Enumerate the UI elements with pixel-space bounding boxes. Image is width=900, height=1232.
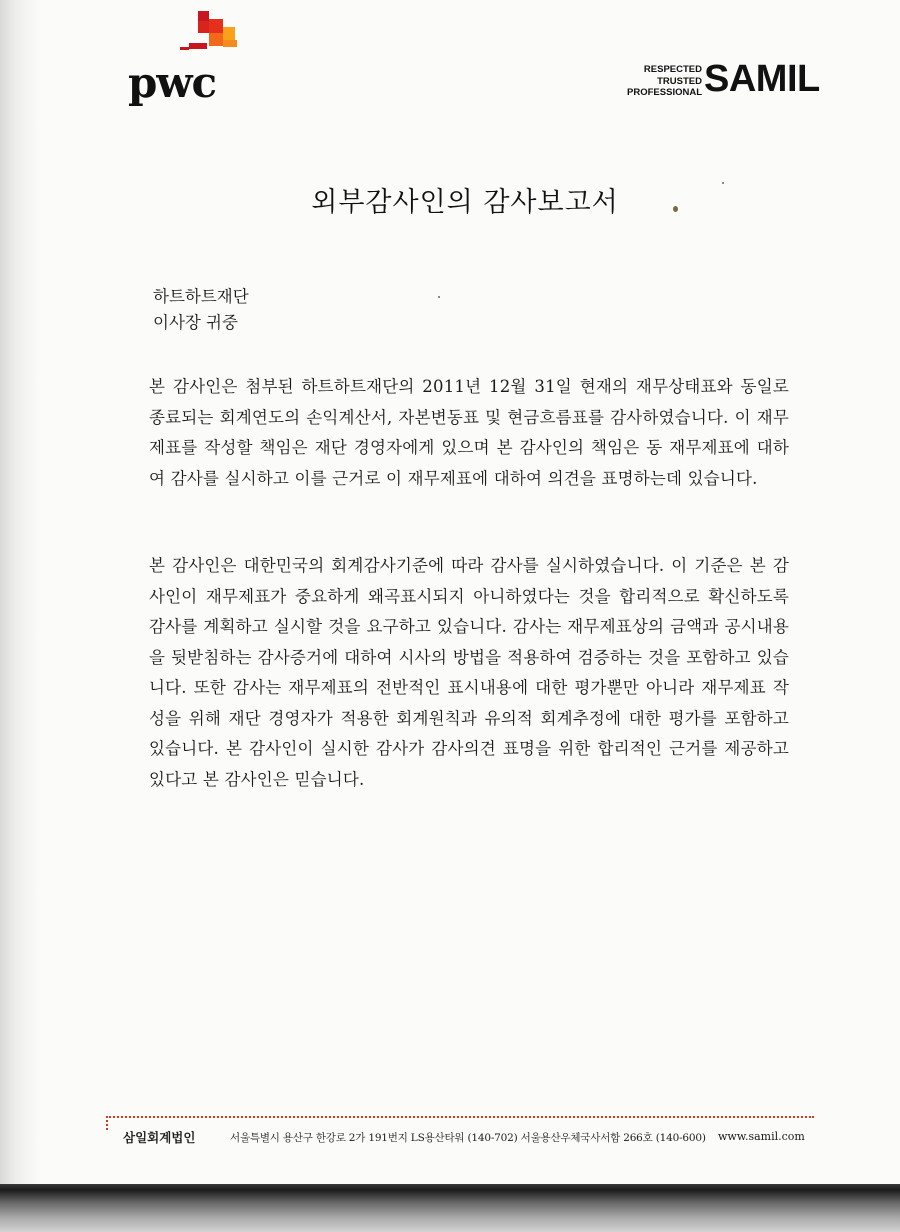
samil-tagline-line: RESPECTED [643,64,702,75]
report-title: 외부감사인의 감사보고서 [311,187,619,218]
pwc-logo-block [180,47,189,50]
samil-logo [620,58,825,102]
samil-tagline-line: TRUSTED [657,75,702,87]
addressee-block [153,284,249,336]
samil-logo-text: SAMIL [704,58,820,100]
pwc-logo-text: pwc [128,58,217,107]
addressee-organization: 하트하트재단 [153,287,249,306]
footer-divider [106,1116,814,1118]
footer-firm-name: 삼일회계법인 [123,1130,196,1145]
pwc-logo-block [223,27,235,40]
pwc-logo-block [223,40,237,47]
pwc-logo-block [189,43,207,49]
pwc-logo-block [198,11,209,21]
scan-speck [673,206,678,212]
scan-speck [438,296,440,298]
pwc-logo-block [209,33,223,46]
samil-tagline [620,64,702,99]
scan-speck [722,182,724,184]
footer-website-link[interactable]: www.samil.com [718,1130,805,1143]
page-bottom-edge-shadow [0,1184,900,1232]
body-paragraph-scope: 본 감사인은 첨부된 하트하트재단의 2011년 12월 31일 현재의 재무상태표와 동일로 종료되는 회계연도의 손익계산서, 자본변동표 및 현금흐름표를 감사하였습니다. 이 재무제표를 작성할 책임은 재단 경영자에게 있으며 본 감사인의 책임은 동 재무제표에 대하여 감사를 실시하고 이를 근거로 이 재무제표에 대하여 의견을 표명하는데 있습니다. [149,377,789,488]
footer-address: 서울특별시 용산구 한강로 2가 191번지 LS용산타워 (140-702) 서울용산우체국사서함 266호 (140-600) [230,1132,706,1144]
samil-tagline-line: PROFESSIONAL [627,87,702,98]
pwc-logo [125,10,245,107]
addressee-recipient: 이사장 귀중 [153,313,238,332]
body-paragraph-standards: 본 감사인은 대한민국의 회계감사기준에 따라 감사를 실시하였습니다. 이 기준은 본 감사인이 재무제표가 중요하게 왜곡표시되지 아니하였다는 것을 합리적으로 확신하도록 감사를 계획하고 실시할 것을 요구하고 있습니다. 감사는 재무제표상의 금액과 공시내용을 뒷받침하는 감사증거에 대하여 시사의 방법을 적용하여 검증하는 것을 포함하고 있습니다. 또한 감사는 재무제표의 전반적인 표시내용에 대한 평가뿐만 아니라 재무제표 작성을 위해 재단 경영자가 적용한 회계원칙과 유의적 회계추정에 대한 평가를 포함하고 있습니다. 본 감사인이 실시한 감사가 감사의견 표명을 위한 합리적인 근거를 제공하고 있다고 본 감사인은 믿습니다. [149,556,789,789]
pwc-logo-block [209,19,223,33]
footer-divider-tick [106,1116,108,1130]
pwc-logo-block [198,21,209,33]
